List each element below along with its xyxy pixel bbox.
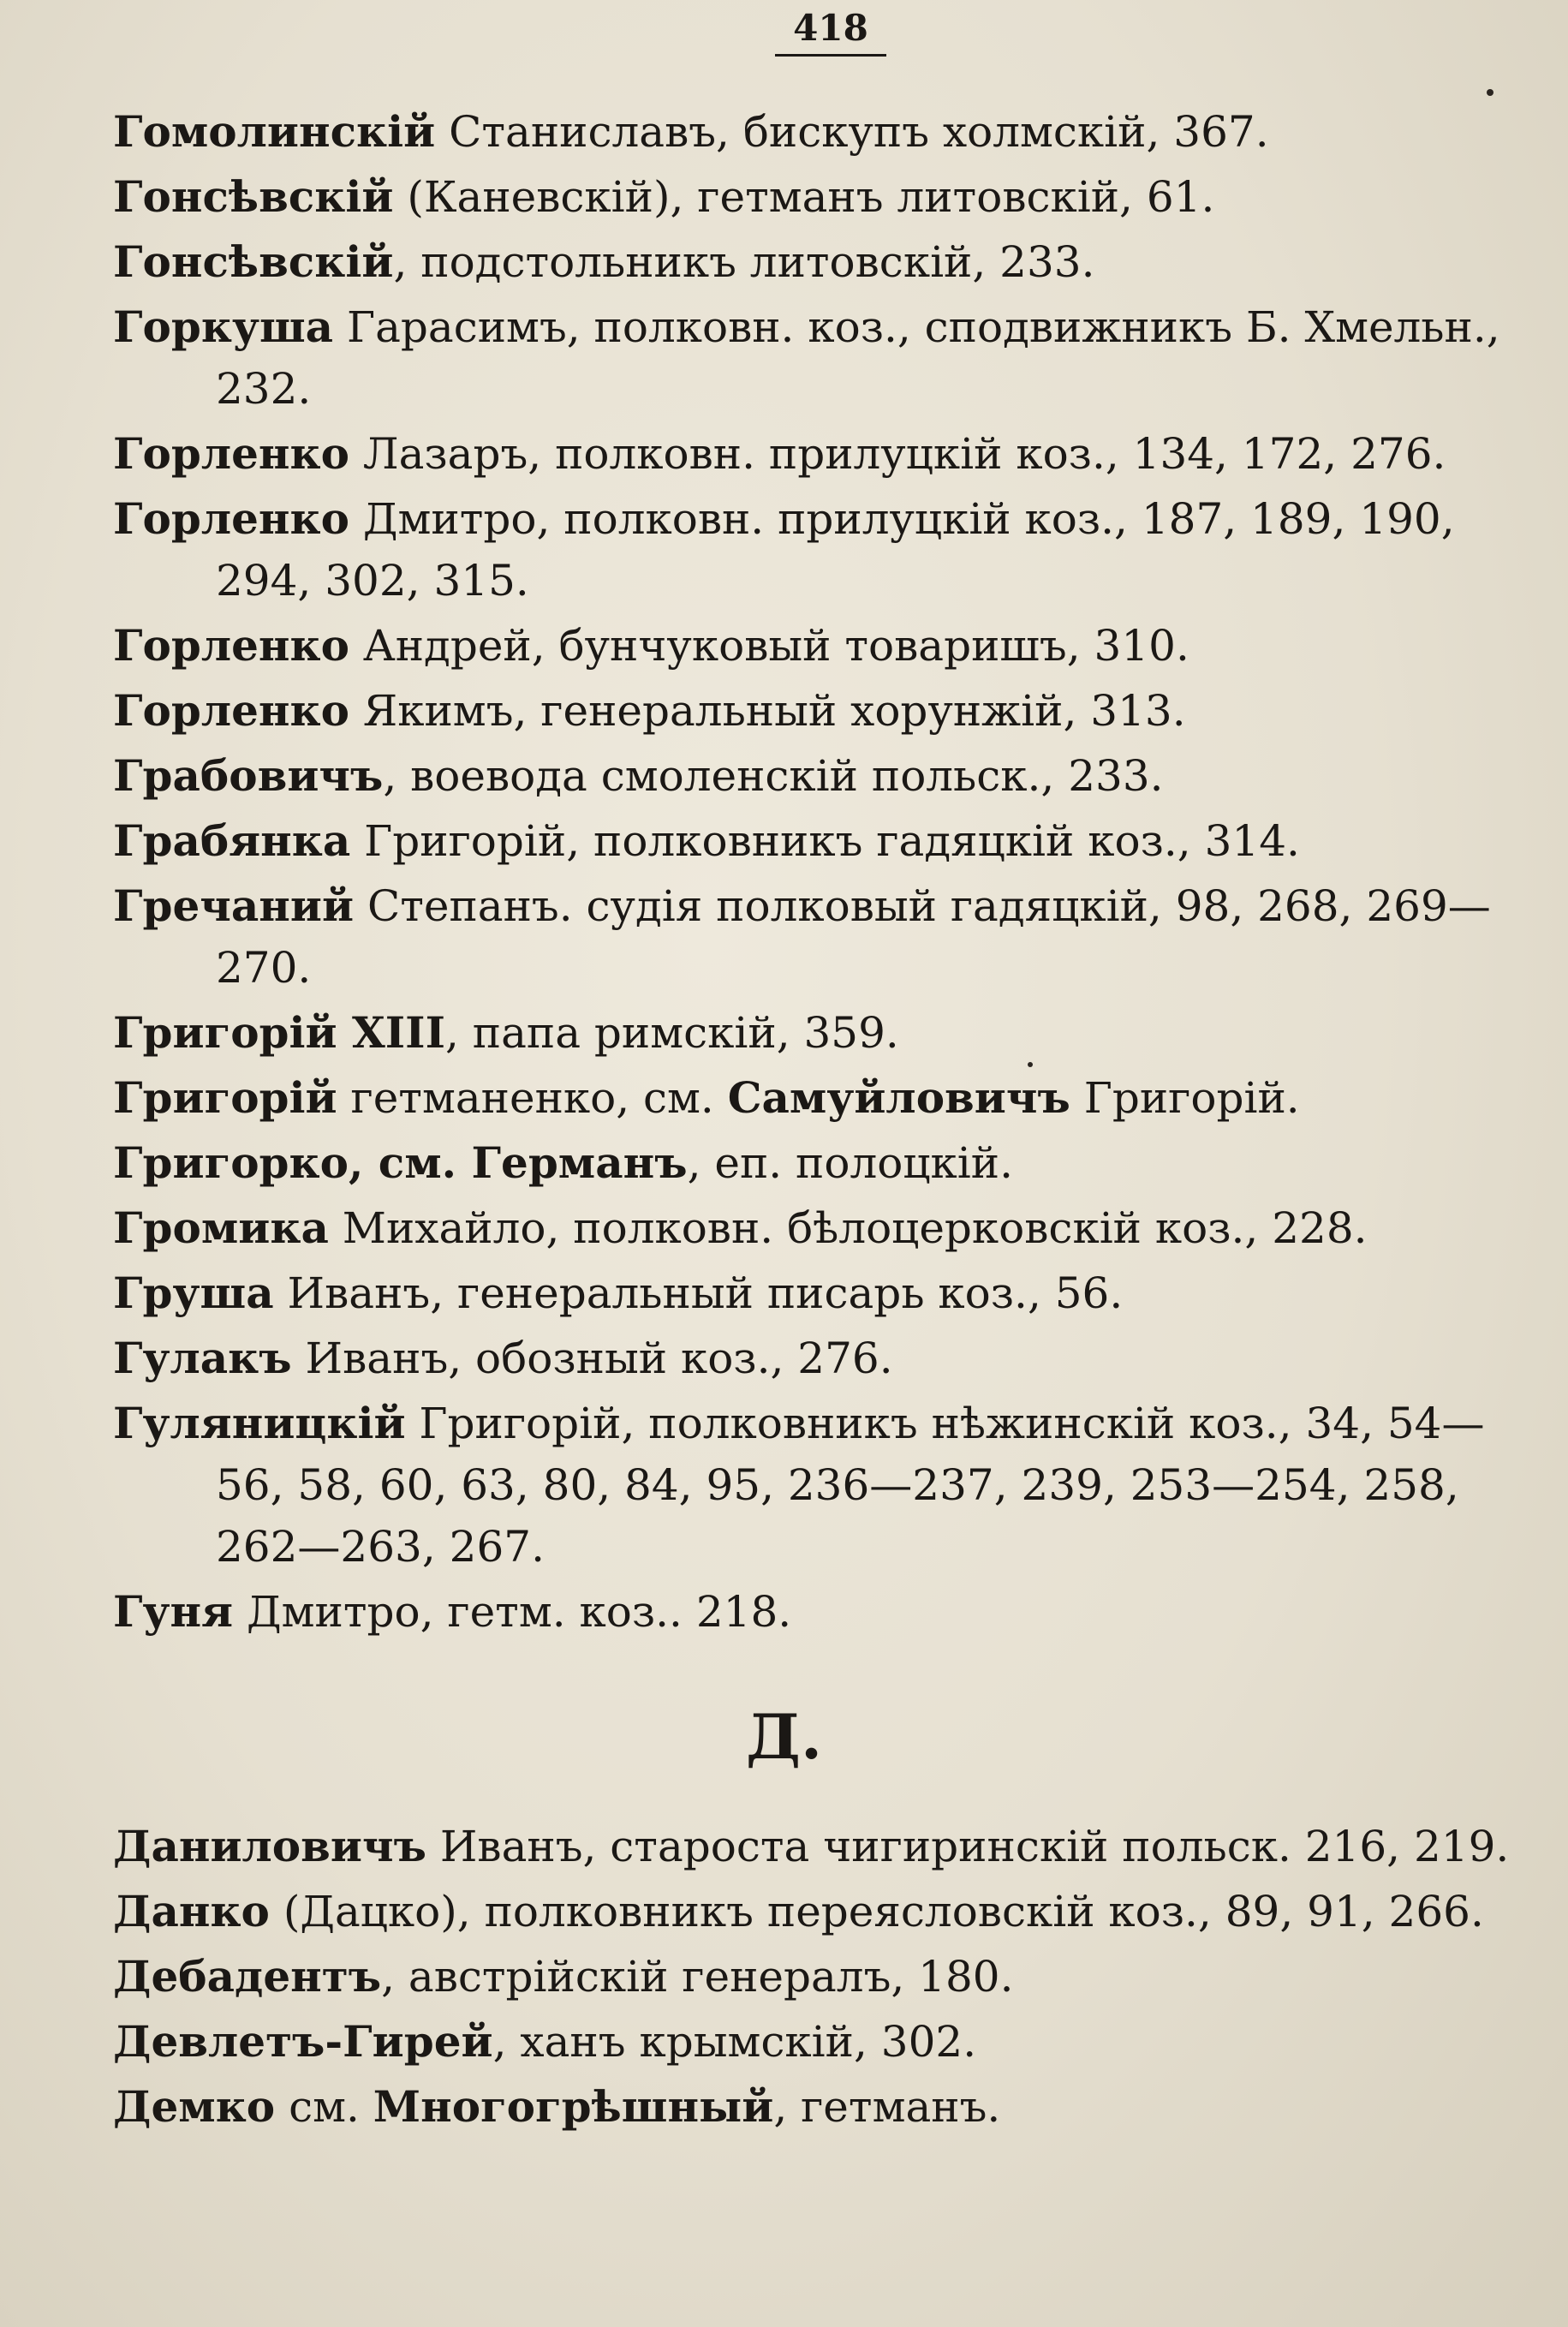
entry-text: см. bbox=[275, 2082, 373, 2132]
entry-text: Гарасимъ, полковн. коз., сподвижникъ Б. Хмельн., 232. bbox=[216, 302, 1500, 414]
ink-speck bbox=[1028, 1062, 1033, 1067]
entry-text: , австрійскій генералъ, 180. bbox=[381, 1952, 1014, 2002]
entry-name: Грабянка bbox=[113, 815, 351, 866]
entry-name: Девлетъ-Гирей bbox=[113, 2016, 493, 2067]
entry-text: Григорій, полковникъ гадяцкій коз., 314. bbox=[350, 816, 1300, 866]
entry-text-tail: Григорій. bbox=[1070, 1073, 1300, 1123]
entry-name: Григорій XIII bbox=[113, 1007, 445, 1058]
entry-name: Григорко, см. Германъ bbox=[113, 1137, 688, 1188]
index-entry bbox=[113, 615, 1517, 677]
entry-text: Иванъ, староста чигиринскій польск. 216, 219. bbox=[426, 1822, 1510, 1871]
entry-cross-reference: Самуйловичъ bbox=[727, 1072, 1070, 1123]
entry-text: Дмитро, полковн. прилуцкій коз., 187, 189, 190, 294, 302, 315. bbox=[216, 494, 1455, 606]
index-entry bbox=[113, 2011, 1517, 2073]
index-entry bbox=[113, 1946, 1517, 2008]
entry-text: Григорій, полковникъ нѣжинскій коз., 34, 54—56, 58, 60, 63, 80, 84, 95, 236—237, 239, 253—254, 258, 262—263, 267. bbox=[216, 1399, 1485, 1572]
index-entry bbox=[113, 231, 1517, 293]
index-entry bbox=[113, 1197, 1517, 1259]
index-entry bbox=[113, 1328, 1517, 1389]
section-heading: Д. bbox=[745, 1700, 823, 1773]
index-entries-g bbox=[113, 101, 1517, 1646]
entry-cross-reference: Многогрѣшный bbox=[373, 2081, 774, 2132]
index-entry bbox=[113, 875, 1517, 999]
entry-text: , подстольникъ литовскій, 233. bbox=[393, 237, 1095, 287]
index-entry bbox=[113, 1393, 1517, 1578]
entry-name: Гулакъ bbox=[113, 1333, 292, 1383]
index-entry bbox=[113, 680, 1517, 742]
entry-name: Гомолинскій bbox=[113, 106, 436, 157]
index-entry bbox=[113, 488, 1517, 612]
entry-name: Гуня bbox=[113, 1586, 234, 1637]
index-entry bbox=[113, 1262, 1517, 1324]
entry-name: Горленко bbox=[113, 685, 349, 736]
index-entry bbox=[113, 1067, 1517, 1129]
entry-name: Гуляницкій bbox=[113, 1398, 406, 1448]
entry-text: Дмитро, гетм. коз.. 218. bbox=[233, 1587, 792, 1637]
entry-text: , еп. полоцкій. bbox=[687, 1138, 1013, 1188]
entry-text: Андрей, бунчуковый товаришъ, 310. bbox=[349, 621, 1189, 671]
entry-text: гетманенко, см. bbox=[337, 1073, 728, 1123]
entry-name: Горленко bbox=[113, 620, 349, 671]
entry-name: Даниловичъ bbox=[113, 1821, 426, 1871]
entry-text: Степанъ. судія полковый гадяцкій, 98, 268, 269—270. bbox=[216, 881, 1491, 993]
index-entry bbox=[113, 1002, 1517, 1064]
entry-text: (Дацко), полковникъ переясловскій коз., 89, 91, 266. bbox=[269, 1887, 1484, 1936]
index-entry bbox=[113, 1881, 1517, 1942]
page-number: 418 bbox=[775, 7, 886, 57]
entry-text: Иванъ, обозный коз., 276. bbox=[291, 1334, 893, 1383]
entry-name: Гречаний bbox=[113, 880, 355, 931]
entry-text: , папа римскій, 359. bbox=[444, 1008, 899, 1058]
entry-name: Данко bbox=[113, 1886, 270, 1936]
entry-name: Гонсѣвскій bbox=[113, 171, 394, 222]
entry-text: , ханъ крымскій, 302. bbox=[492, 2017, 977, 2067]
index-entry bbox=[113, 745, 1517, 807]
entry-name: Демко bbox=[113, 2081, 276, 2132]
index-entry bbox=[113, 101, 1517, 163]
entry-name: Дебадентъ bbox=[113, 1951, 382, 2002]
entry-text: Якимъ, генеральный хорунжій, 313. bbox=[349, 686, 1186, 736]
entry-name: Горкуша bbox=[113, 301, 334, 352]
index-entry bbox=[113, 423, 1517, 485]
index-entries-d bbox=[113, 1816, 1517, 2141]
entry-text: (Каневскій), гетманъ литовскій, 61. bbox=[393, 172, 1215, 222]
entry-name: Груша bbox=[113, 1268, 274, 1318]
index-entry bbox=[113, 1132, 1517, 1194]
entry-name: Горленко bbox=[113, 493, 349, 544]
entry-text: Михайло, полковн. бѣлоцерковскій коз., 228. bbox=[328, 1203, 1368, 1253]
entry-text-tail: , гетманъ. bbox=[773, 2082, 1001, 2132]
entry-text: , воевода смоленскій польск., 233. bbox=[383, 751, 1164, 801]
index-entry bbox=[113, 296, 1517, 420]
index-entry bbox=[113, 810, 1517, 872]
entry-text: Лазаръ, полковн. прилуцкій коз., 134, 172, 276. bbox=[349, 429, 1446, 479]
entry-name: Горленко bbox=[113, 428, 349, 479]
entry-name: Грабовичъ bbox=[113, 750, 384, 801]
entry-name: Григорій bbox=[113, 1072, 337, 1123]
index-entry bbox=[113, 166, 1517, 228]
index-entry bbox=[113, 1581, 1517, 1643]
index-entry bbox=[113, 1816, 1517, 1877]
entry-text: Иванъ, генеральный писарь коз., 56. bbox=[273, 1268, 1124, 1318]
entry-name: Гонсѣвскій bbox=[113, 236, 394, 287]
ink-speck bbox=[1487, 89, 1493, 96]
entry-text: Станиславъ, бискупъ холмскій, 367. bbox=[435, 107, 1269, 157]
index-entry bbox=[113, 2076, 1517, 2138]
entry-name: Громика bbox=[113, 1202, 329, 1253]
